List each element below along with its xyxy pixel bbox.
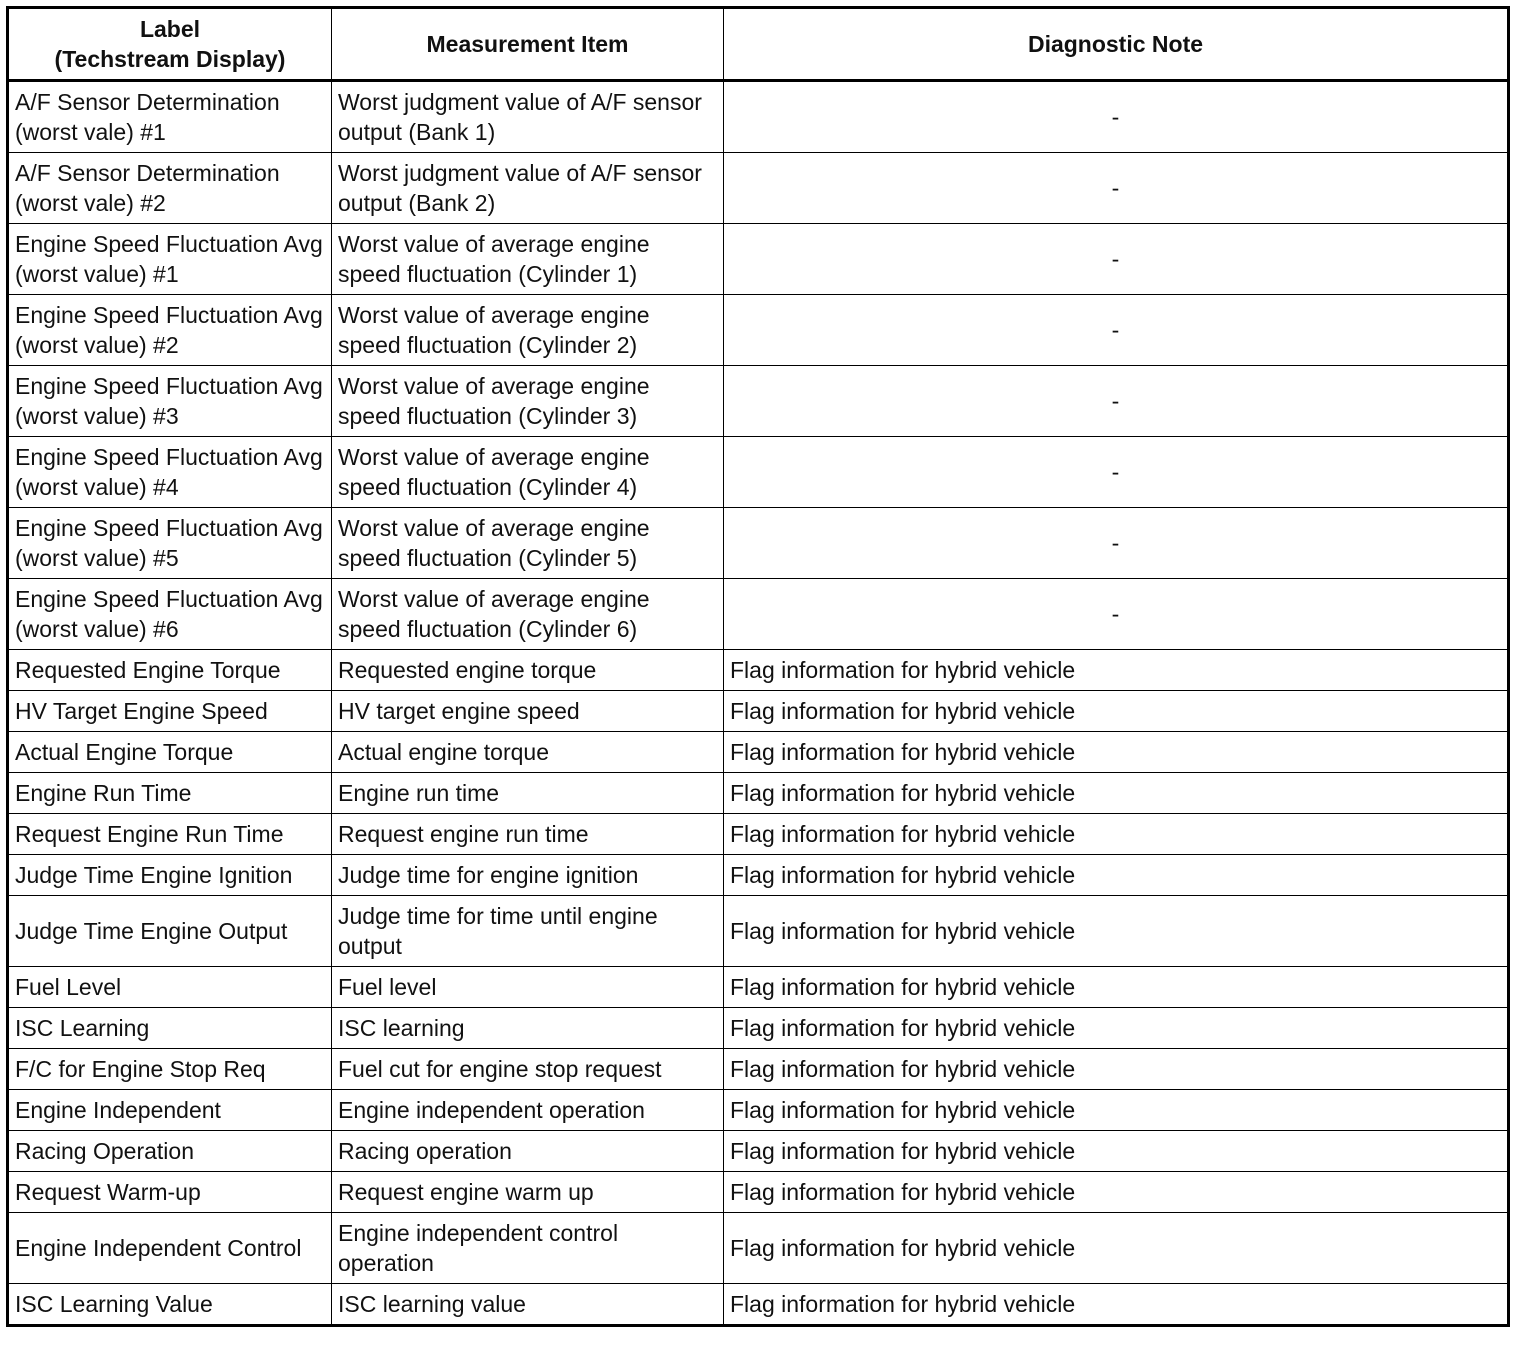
table-row [8, 814, 1509, 855]
table-row [8, 650, 1509, 691]
cell-measurement-item: Worst value of average engine speed fluctuation (Cylinder 5) [332, 508, 724, 579]
cell-measurement-item: Judge time for engine ignition [332, 855, 724, 896]
header-label-line2: (Techstream Display) [54, 46, 286, 72]
cell-measurement-item: Worst judgment value of A/F sensor output (Bank 2) [332, 153, 724, 224]
cell-label: Actual Engine Torque [8, 732, 332, 773]
cell-diagnostic-note: - [724, 81, 1509, 153]
cell-label: Engine Independent Control [8, 1213, 332, 1284]
cell-measurement-item: Worst value of average engine speed fluctuation (Cylinder 4) [332, 437, 724, 508]
table-row [8, 366, 1509, 437]
cell-diagnostic-note: Flag information for hybrid vehicle [724, 773, 1509, 814]
table-row [8, 437, 1509, 508]
table-row [8, 967, 1509, 1008]
table-row [8, 1131, 1509, 1172]
table-row [8, 691, 1509, 732]
cell-diagnostic-note: - [724, 224, 1509, 295]
cell-measurement-item: Worst value of average engine speed fluctuation (Cylinder 6) [332, 579, 724, 650]
cell-measurement-item: Worst value of average engine speed fluctuation (Cylinder 2) [332, 295, 724, 366]
cell-diagnostic-note: - [724, 153, 1509, 224]
header-diagnostic-note: Diagnostic Note [724, 8, 1509, 81]
cell-measurement-item: HV target engine speed [332, 691, 724, 732]
cell-diagnostic-note: - [724, 508, 1509, 579]
table-row [8, 773, 1509, 814]
cell-label: Request Engine Run Time [8, 814, 332, 855]
cell-diagnostic-note: - [724, 579, 1509, 650]
cell-measurement-item: Worst judgment value of A/F sensor output (Bank 1) [332, 81, 724, 153]
cell-label: Engine Speed Fluctuation Avg (worst value) #3 [8, 366, 332, 437]
cell-measurement-item: Judge time for time until engine output [332, 896, 724, 967]
table-row [8, 81, 1509, 153]
cell-label: Engine Run Time [8, 773, 332, 814]
cell-label: Judge Time Engine Ignition [8, 855, 332, 896]
cell-label: Request Warm-up [8, 1172, 332, 1213]
cell-label: F/C for Engine Stop Req [8, 1049, 332, 1090]
cell-label: A/F Sensor Determination (worst vale) #1 [8, 81, 332, 153]
cell-diagnostic-note: Flag information for hybrid vehicle [724, 855, 1509, 896]
cell-measurement-item: Worst value of average engine speed fluctuation (Cylinder 1) [332, 224, 724, 295]
header-label-line1: Label [139, 16, 201, 42]
cell-label: A/F Sensor Determination (worst vale) #2 [8, 153, 332, 224]
cell-diagnostic-note: Flag information for hybrid vehicle [724, 896, 1509, 967]
cell-label: HV Target Engine Speed [8, 691, 332, 732]
table-body [8, 81, 1509, 1326]
cell-label: Engine Independent [8, 1090, 332, 1131]
table-row [8, 1172, 1509, 1213]
cell-label: Judge Time Engine Output [8, 896, 332, 967]
cell-label: Engine Speed Fluctuation Avg (worst value) #5 [8, 508, 332, 579]
cell-diagnostic-note: Flag information for hybrid vehicle [724, 1008, 1509, 1049]
table-row [8, 1284, 1509, 1326]
table-row [8, 579, 1509, 650]
cell-diagnostic-note: Flag information for hybrid vehicle [724, 1131, 1509, 1172]
cell-measurement-item: Actual engine torque [332, 732, 724, 773]
table-row [8, 508, 1509, 579]
table-row [8, 224, 1509, 295]
cell-measurement-item: ISC learning value [332, 1284, 724, 1326]
table-row [8, 855, 1509, 896]
table-row [8, 732, 1509, 773]
table-row [8, 1213, 1509, 1284]
cell-diagnostic-note: - [724, 295, 1509, 366]
header-row [8, 8, 1509, 81]
table-header [8, 8, 1509, 81]
cell-measurement-item: Worst value of average engine speed fluctuation (Cylinder 3) [332, 366, 724, 437]
header-measurement-item: Measurement Item [332, 8, 724, 81]
cell-measurement-item: Request engine warm up [332, 1172, 724, 1213]
table-row [8, 1049, 1509, 1090]
cell-label: ISC Learning [8, 1008, 332, 1049]
cell-label: Engine Speed Fluctuation Avg (worst value) #2 [8, 295, 332, 366]
cell-measurement-item: Engine run time [332, 773, 724, 814]
cell-measurement-item: ISC learning [332, 1008, 724, 1049]
table-row [8, 1008, 1509, 1049]
cell-diagnostic-note: Flag information for hybrid vehicle [724, 732, 1509, 773]
table-row [8, 1090, 1509, 1131]
cell-measurement-item: Engine independent control operation [332, 1213, 724, 1284]
cell-label: Engine Speed Fluctuation Avg (worst value) #6 [8, 579, 332, 650]
table-row [8, 295, 1509, 366]
cell-label: ISC Learning Value [8, 1284, 332, 1326]
cell-measurement-item: Engine independent operation [332, 1090, 724, 1131]
cell-diagnostic-note: Flag information for hybrid vehicle [724, 1049, 1509, 1090]
cell-measurement-item: Fuel cut for engine stop request [332, 1049, 724, 1090]
cell-label: Fuel Level [8, 967, 332, 1008]
data-table [6, 6, 1510, 1327]
cell-label: Racing Operation [8, 1131, 332, 1172]
cell-diagnostic-note: Flag information for hybrid vehicle [724, 967, 1509, 1008]
cell-measurement-item: Requested engine torque [332, 650, 724, 691]
cell-diagnostic-note: Flag information for hybrid vehicle [724, 691, 1509, 732]
table-row [8, 896, 1509, 967]
cell-measurement-item: Fuel level [332, 967, 724, 1008]
table-row [8, 153, 1509, 224]
cell-label: Requested Engine Torque [8, 650, 332, 691]
cell-measurement-item: Racing operation [332, 1131, 724, 1172]
cell-diagnostic-note: Flag information for hybrid vehicle [724, 1172, 1509, 1213]
cell-diagnostic-note: Flag information for hybrid vehicle [724, 1284, 1509, 1326]
cell-diagnostic-note: Flag information for hybrid vehicle [724, 650, 1509, 691]
cell-diagnostic-note: Flag information for hybrid vehicle [724, 1090, 1509, 1131]
cell-diagnostic-note: Flag information for hybrid vehicle [724, 814, 1509, 855]
cell-label: Engine Speed Fluctuation Avg (worst value) #4 [8, 437, 332, 508]
header-label [8, 8, 332, 81]
cell-measurement-item: Request engine run time [332, 814, 724, 855]
cell-diagnostic-note: Flag information for hybrid vehicle [724, 1213, 1509, 1284]
cell-diagnostic-note: - [724, 366, 1509, 437]
cell-label: Engine Speed Fluctuation Avg (worst value) #1 [8, 224, 332, 295]
cell-diagnostic-note: - [724, 437, 1509, 508]
